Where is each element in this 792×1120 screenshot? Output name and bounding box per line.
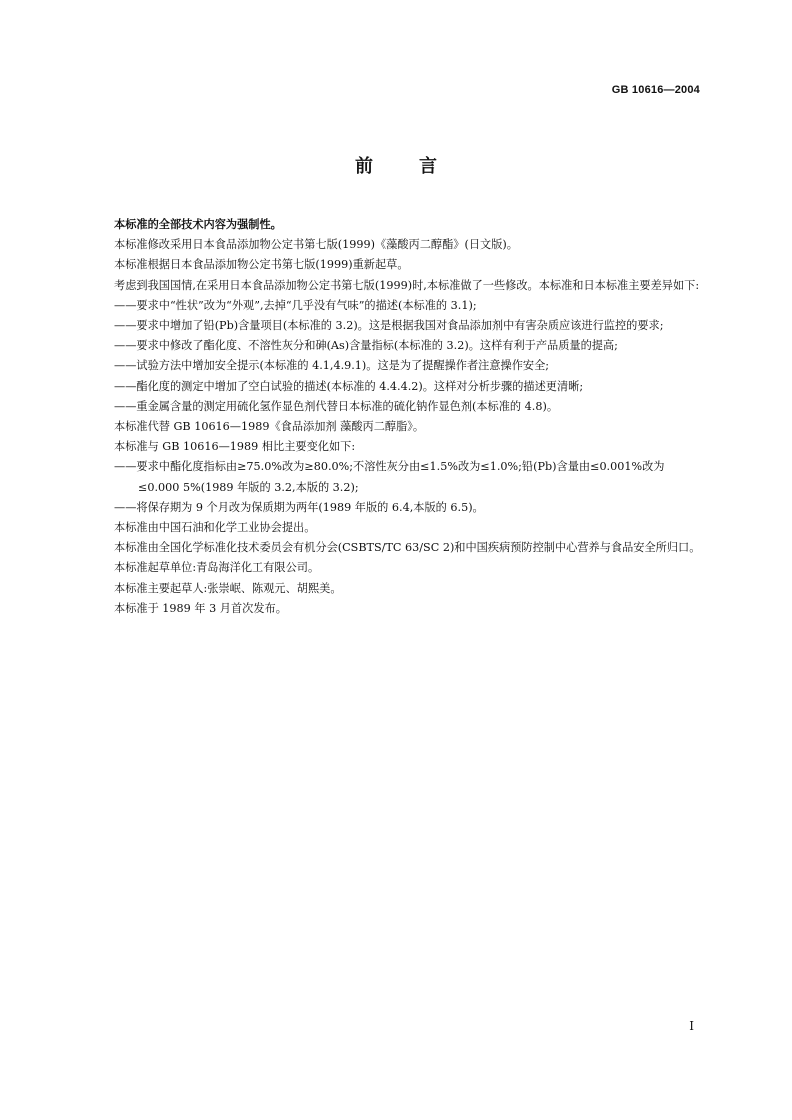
paragraph-drafting-unit: 本标准起草单位:青岛海洋化工有限公司。 (114, 561, 320, 575)
paragraph-modifications-intro: 考虑到我国国情,在采用日本食品添加物公定书第七版(1999)时,本标准做了一些修改。本标准和日本标准主要差异如下: (114, 278, 700, 292)
page-title (0, 152, 792, 178)
title-char-1: 前 (355, 156, 373, 177)
paragraph-changes-intro: 本标准与 GB 10616—1989 相比主要变化如下: (114, 440, 356, 454)
list-item-difference: ——重金属含量的测定用硫化氢作显色剂代替日本标准的硫化钠作显色剂(本标准的 4.8)。 (114, 399, 559, 413)
document-body (91, 215, 703, 619)
paragraph-first-issue: 本标准于 1989 年 3 月首次发布。 (114, 601, 287, 615)
paragraph-replaces: 本标准代替 GB 10616—1989《食品添加剂 藻酸丙二醇脂》。 (114, 420, 425, 434)
standard-code: GB 10616—2004 (611, 84, 700, 96)
list-item-difference: ——试验方法中增加安全提示(本标准的 4.1,4.9.1)。这是为了提醒操作者注意操作安全; (114, 359, 550, 373)
title-char-2: 言 (419, 156, 437, 177)
list-item-change: ——将保存期为 9 个月改为保质期为两年(1989 年版的 6.4,本版的 6.5)。 (114, 500, 484, 514)
paragraph-drafting-basis: 本标准根据日本食品添加物公定书第七版(1999)重新起草。 (114, 258, 409, 272)
list-item-difference: ——酯化度的测定中增加了空白试验的描述(本标准的 4.4.4.2)。这样对分析步骤的描述更清晰; (114, 379, 584, 393)
paragraph-mandatory-statement: 本标准的全部技术内容为强制性。 (114, 218, 282, 231)
paragraph-responsible-body: 本标准由全国化学标准化技术委员会有机分会(CSBTS/TC 63/SC 2)和中国疾病预防控制中心营养与食品安全所归口。 (114, 541, 701, 555)
list-item-difference: ——要求中增加了铅(Pb)含量项目(本标准的 3.2)。这是根据我国对食品添加剂中有害杂质应该进行监控的要求; (114, 319, 664, 333)
paragraph-proposer: 本标准由中国石油和化学工业协会提出。 (114, 521, 316, 535)
list-item-difference: ——要求中修改了酯化度、不溶性灰分和砷(As)含量指标(本标准的 3.2)。这样有利于产品质量的提高; (114, 339, 618, 353)
list-item-change: ——要求中酯化度指标由≥75.0%改为≥80.0%;不溶性灰分由≤1.5%改为≤1.0%;铅(Pb)含量由≤0.001%改为≤0.000 5%(1989 年版的 3.2,本版的 3.2); (114, 460, 665, 494)
page-number: I (689, 1019, 694, 1033)
paragraph-adoption: 本标准修改采用日本食品添加物公定书第七版(1999)《藻酸丙二醇酯》(日文版)。 (114, 238, 518, 252)
paragraph-drafters: 本标准主要起草人:张崇岷、陈观元、胡熙美。 (114, 581, 342, 595)
list-item-difference: ——要求中“性状”改为“外观”,去掉“几乎没有气味”的描述(本标准的 3.1); (114, 298, 477, 312)
